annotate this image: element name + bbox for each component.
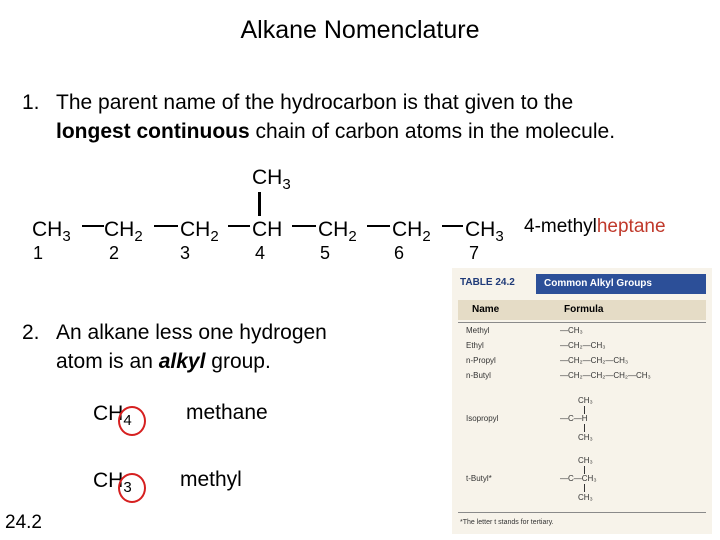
point-1-text-b: chain of carbon atoms in the molecule. [249, 120, 616, 143]
bond-6-7 [442, 225, 463, 227]
table-row-formula: —CH₂—CH₃ [560, 341, 606, 350]
branch-c: CH [252, 166, 283, 189]
example-methyl-name: methyl [180, 468, 242, 491]
table-row-formula: —CH₂—CH₂—CH₂—CH₃ [560, 371, 651, 380]
isopropyl-top-ch3: CH₃ [578, 396, 593, 405]
point-2 [22, 318, 442, 376]
table-row-name: Ethyl [466, 341, 484, 350]
table-row-formula: —C—CH₃ [560, 474, 597, 483]
table-row-name: Methyl [466, 326, 490, 335]
example-methyl-formula: $CH_3$ [93, 469, 132, 496]
highlight-ring-2 [118, 473, 146, 503]
highlight-ring-1 [118, 406, 146, 436]
table-divider-top [458, 322, 706, 323]
slide-title: Alkane Nomenclature [240, 16, 480, 44]
compound-name-prefix: 4-methyl [524, 216, 597, 237]
chain-group-5: $CH_2$ [318, 218, 357, 245]
tbutyl-top-ch3: CH₃ [578, 456, 593, 465]
chain-group-2: $CH_2$ [104, 218, 143, 245]
point-2-text-a: An alkane less one hydrogen [56, 321, 327, 344]
table-header [458, 274, 706, 294]
example-methane-formula: $CH_4$ [93, 402, 132, 429]
point-2-alkyl: alkyl [158, 350, 206, 373]
chain-group-3: $CH_2$ [180, 218, 219, 245]
compound-name [524, 216, 666, 238]
table-row-name: Isopropyl [466, 414, 499, 423]
carbon-number-5: 5 [320, 243, 331, 263]
point-1-text-a: The parent name of the hydrocarbon is that given to the [56, 91, 574, 114]
table-row-name: t-Butyl* [466, 474, 492, 483]
point-2-text-b: atom is an [56, 350, 159, 373]
chain-group-7: $CH_3$ [465, 218, 504, 245]
tbutyl-bond-up [584, 466, 585, 474]
table-row-formula: —CH₃ [560, 326, 583, 335]
table-row-name: n-Propyl [466, 356, 496, 365]
bond-5-6 [367, 225, 390, 227]
bond-2-3 [154, 225, 178, 227]
example-methane-name: methane [186, 401, 268, 424]
tbutyl-bond-down [584, 484, 585, 492]
table-column-headers [458, 300, 706, 320]
branch-bond [258, 192, 261, 216]
isopropyl-bottom-ch3: CH₃ [578, 433, 593, 442]
chain-group-1: $CH_3$ [32, 218, 71, 245]
col-formula: Formula [564, 304, 604, 315]
table-number: TABLE 24.2 [460, 277, 515, 288]
carbon-number-4: 4 [255, 243, 266, 263]
chain-group-6: $CH_2$ [392, 218, 431, 245]
bond-3-4 [228, 225, 250, 227]
carbon-number-7: 7 [469, 243, 480, 263]
carbon-number-1: 1 [33, 243, 44, 263]
tbutyl-bottom-ch3: CH₃ [578, 493, 593, 502]
branch-group [252, 166, 291, 193]
chain-group-4: CH [252, 218, 283, 241]
table-row-formula: —CH₂—CH₂—CH₃ [560, 356, 629, 365]
branch-sub: 3 [282, 176, 291, 193]
slide-footer-number: 24.2 [5, 512, 42, 533]
point-1-bold: longest continuous [56, 120, 250, 143]
col-name: Name [472, 304, 500, 315]
carbon-number-6: 6 [394, 243, 405, 263]
bond-4-5 [292, 225, 316, 227]
isopropyl-bond-down [584, 424, 585, 432]
table-footnote: *The letter t stands for tertiary. [460, 519, 554, 526]
compound-name-parent: heptane [596, 216, 666, 237]
table-row-formula: —C—H [560, 414, 588, 423]
point-2-number: 2. [22, 321, 40, 344]
point-1-number: 1. [22, 91, 40, 114]
table-row-name: n-Butyl [466, 371, 491, 380]
isopropyl-bond-up [584, 406, 585, 414]
carbon-number-2: 2 [109, 243, 120, 263]
point-2-text-c: group. [205, 350, 271, 373]
alkyl-groups-table [452, 268, 712, 534]
point-1 [22, 88, 712, 146]
table-divider-bottom [458, 512, 706, 513]
carbon-number-3: 3 [180, 243, 191, 263]
table-title: Common Alkyl Groups [536, 274, 706, 294]
bond-1-2 [82, 225, 104, 227]
